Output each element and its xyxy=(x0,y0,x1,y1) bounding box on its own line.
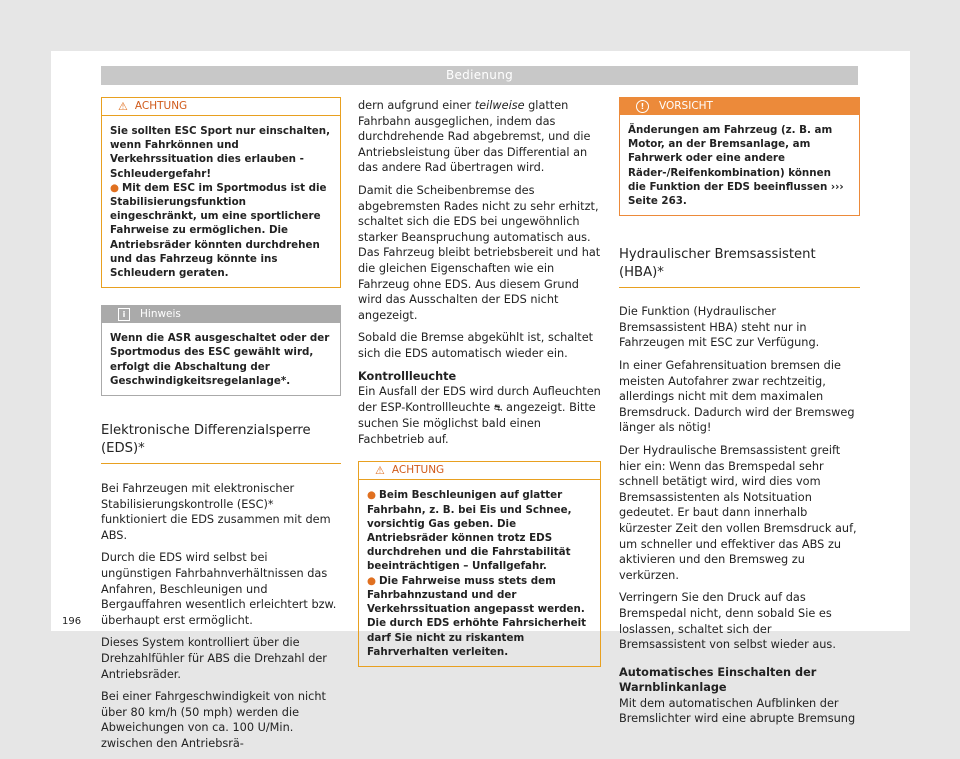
warning-bullet-text: Die Fahrweise muss stets dem Fahrbahnzustand und der Verkehrssituation angepasst werden. Die durch EDS erhöhte Fahrsicherheit darf Sie nicht zu riskantem Fahrverhalten verleiten. xyxy=(367,574,587,658)
subheading-warnblinkanlage: Automatisches Einschalten der Warnblinkanlage xyxy=(619,665,817,695)
paragraph: Mit dem automatischen Aufblinken der Bremslichter wird eine abrupte Bremsung xyxy=(619,696,856,726)
bullet-icon: ● xyxy=(110,181,119,194)
warning-bullet-text: Beim Beschleunigen auf glatter Fahrbahn, z. B. bei Eis und Schnee, vorsichtig Gas geben. Die Antriebsräder können trotz EDS durchdrehen und die Fahrstabilität beeinträchtigen – Unfallgefahr. xyxy=(367,489,572,573)
caution-box-header xyxy=(620,98,859,115)
paragraph xyxy=(358,384,601,447)
paragraph: Der Hydraulische Bremsassistent greift hier ein: Wenn das Bremspedal sehr schnell betätigt wird, wird dies vom Bremsassistenten als Notsituation gedeutet. Er baut dann innerhalb kürzester Zeit den vollen Bremsdruck auf, um schneller und effektiver das ABS zu aktivieren und den Bremsweg zu verkürzen. xyxy=(619,443,857,582)
paragraph: Durch die EDS wird selbst bei ungünstigen Fahrbahnverhältnissen das Anfahren, Beschleunigen und Bergauffahren wesentlich erleichtert bzw. überhaupt erst ermöglicht. xyxy=(101,551,337,627)
page-number: 196 xyxy=(62,616,82,627)
section-heading-eds: Elektronische Differenzialsperre (EDS)* xyxy=(101,422,341,464)
warning-box-eds xyxy=(358,461,601,666)
hint-label: Hinweis xyxy=(140,308,181,321)
caution-box-body xyxy=(620,115,859,215)
warning-box-esc-sport xyxy=(101,97,341,288)
warning-box-header xyxy=(102,98,340,116)
column-left xyxy=(101,97,341,759)
paragraph: Bei einer Fahrgeschwindigkeit von nicht über 80 km/h (50 mph) werden die Abweichungen von ca. 100 U/Min. zwischen den Antriebsrä- xyxy=(101,690,326,750)
caution-label: VORSICHT xyxy=(659,100,713,112)
caution-text: Änderungen am Fahrzeug (z. B. am Motor, an der Bremsanlage, am Fahrwerk oder eine andere Räder-/Reifenkombination) können die Funktion der EDS beeinflussen xyxy=(628,124,833,193)
paragraph: Sobald die Bremse abgekühlt ist, schaltet sich die EDS automatisch wieder ein. xyxy=(358,331,594,360)
page-reference-link[interactable]: ››› Seite 263 xyxy=(628,180,844,208)
text-span: Ein Ausfall der EDS wird durch Aufleuchten der ESP-Kontrollleuchte xyxy=(358,385,601,414)
page-header: Bedienung xyxy=(101,66,858,85)
paragraph: Dieses System kontrolliert über die Drehzahlfühler für ABS die Drehzahl der Antriebsräder. xyxy=(101,636,327,681)
warning-bullet xyxy=(367,488,592,573)
column-middle xyxy=(358,98,601,681)
warning-bullet xyxy=(367,574,592,659)
warning-bullet-text: Mit dem ESC im Sportmodus ist die Stabilisierungsfunktion eingeschränkt, um eine sportlichere Fahrweise zu ermöglichen. Die Antriebsräder könnten durchdrehen und das Fahrzeug könnte ins Schleudern geraten. xyxy=(110,181,327,280)
warning-triangle-icon: ⚠ xyxy=(118,100,128,113)
esp-warning-lamp-icon: ⛐ xyxy=(493,402,503,414)
section-heading-wrap xyxy=(619,246,860,288)
info-icon: i xyxy=(118,308,130,321)
warning-box-body xyxy=(359,480,600,665)
exclamation-circle-icon: ! xyxy=(636,100,649,113)
hint-box-body: Wenn die ASR ausgeschaltet oder der Sportmodus des ESC gewählt wird, erfolgt die Abschaltung der Geschwindigkeitsregelanlage*. xyxy=(110,332,330,387)
paragraph: Bei Fahrzeugen mit elektronischer Stabilisierungskontrolle (ESC)* funktioniert die EDS zusammen mit dem ABS. xyxy=(101,482,331,542)
section-heading-wrap xyxy=(101,422,341,464)
paragraph: In einer Gefahrensituation bremsen die meisten Autofahrer zwar rechtzeitig, allerdings nicht mit dem maximalen Bremsdruck. Dadurch wird der Bremsweg länger als nötig! xyxy=(619,359,855,435)
paragraph xyxy=(358,98,601,176)
warning-label: ACHTUNG xyxy=(134,100,188,112)
caution-end: . xyxy=(682,195,687,208)
warning-triangle-icon: ⚠ xyxy=(375,464,385,478)
paragraph: Damit die Scheibenbremse des abgebremsten Rades nicht zu sehr erhitzt, schaltet sich die EDS bei ungewöhnlich starker Beanspruchung automatisch aus. Das Fahrzeug bleibt betriebsbereit und hat die gleichen Eigenschaften wie ein Fahrzeug ohne EDS. Aus diesem Grund wird das Ausschalten der EDS nicht angezeigt. xyxy=(358,183,601,322)
paragraph: Die Funktion (Hydraulischer Bremsassistent HBA) steht nur in Fahrzeugen mit ESC zur Verfügung. xyxy=(619,305,820,350)
warning-box-body xyxy=(102,116,340,287)
text-span: dern aufgrund einer xyxy=(358,99,475,112)
warning-intro: Sie sollten ESC Sport nur einschalten, wenn Fahrkönnen und Verkehrssituation dies erlauben - Schleudergefahr! xyxy=(110,125,330,180)
column-right xyxy=(619,97,860,734)
warning-label: ACHTUNG xyxy=(391,464,445,477)
section-heading-hba: Hydraulischer Bremsassistent (HBA)* xyxy=(619,246,860,288)
warning-box-header xyxy=(359,462,600,480)
paragraph: Verringern Sie den Druck auf das Bremspedal nicht, denn sobald Sie es loslassen, schaltet sich der Bremsassistent von selbst wieder aus. xyxy=(619,591,836,652)
text-span: angezeigt. Bitte suchen Sie möglichst bald einen Fachbetrieb auf. xyxy=(358,400,596,446)
hint-box xyxy=(101,305,341,396)
caution-box xyxy=(619,97,860,216)
text-span: glatten Fahrbahn ausgeglichen, indem das durchdrehende Rad abgebremst, und die Antriebsleistung über das Differential an das andere Rad übertragen wird. xyxy=(358,99,591,175)
emphasis: teilweise xyxy=(474,99,525,112)
subheading-kontrollleuchte: Kontrollleuchte xyxy=(358,369,457,383)
bullet-icon: ● xyxy=(367,489,376,502)
warning-bullet xyxy=(110,181,332,280)
hint-box-header xyxy=(102,306,340,323)
bullet-icon: ● xyxy=(367,574,376,587)
